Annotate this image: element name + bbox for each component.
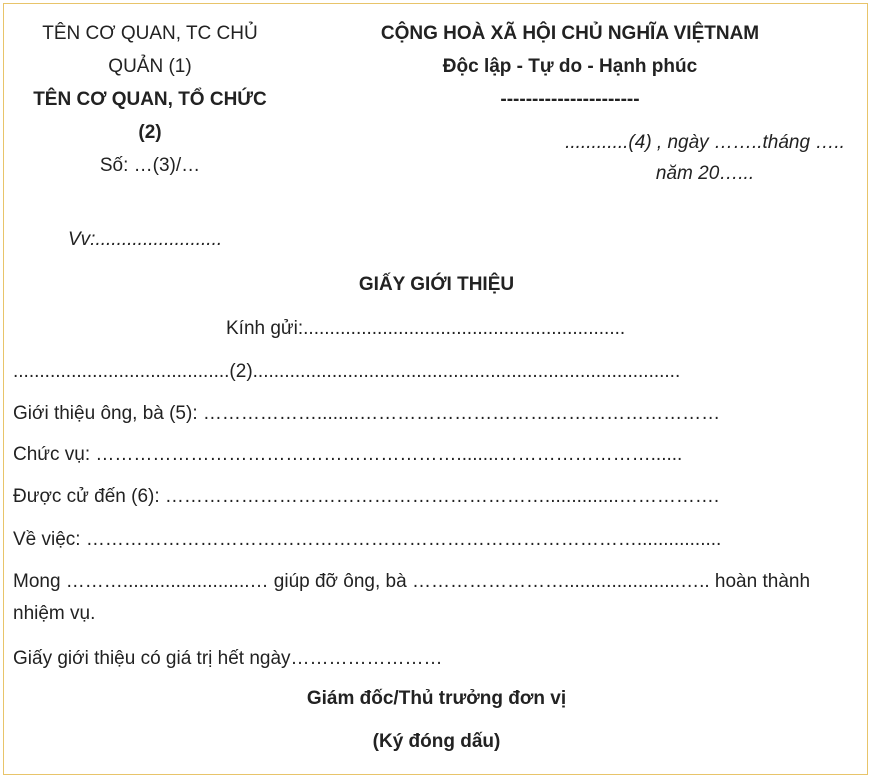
agency-name: TÊN CƠ QUAN, TỔ CHỨC bbox=[33, 89, 267, 110]
signature-title: Giám đốc/Thủ trưởng đơn vị bbox=[306, 688, 567, 709]
introduce-person-field: Giới thiệu ông, bà (5): ………………........………………………………………………… bbox=[13, 403, 721, 424]
reference-line: Vv:........................ bbox=[68, 229, 223, 250]
organization-line: .........................................(2)................................................................................. bbox=[13, 361, 681, 382]
parent-agency-line1: TÊN CƠ QUAN, TC CHỦ bbox=[42, 23, 258, 44]
validity-line: Giấy giới thiệu có giá trị hết ngày…………………… bbox=[13, 648, 443, 669]
national-title: CỘNG HOÀ XÃ HỘI CHỦ NGHĨA VIỆTNAM bbox=[380, 23, 760, 44]
place-date-line1: ............(4) , ngày ……..tháng ….. bbox=[565, 132, 845, 153]
national-motto: Độc lập - Tự do - Hạnh phúc bbox=[442, 56, 698, 77]
agency-name-number: (2) bbox=[138, 122, 162, 143]
header-separator: ---------------------- bbox=[500, 89, 640, 110]
recipient-line: Kính gửi:............................................................. bbox=[226, 318, 626, 339]
parent-agency-line2: QUẢN (1) bbox=[108, 56, 192, 77]
request-line1: Mong ………........................… giúp đỡ ông, bà ……………………......................….. hoàn thành bbox=[13, 571, 811, 592]
document-number: Số: …(3)/… bbox=[99, 155, 201, 176]
document-title: GIẤY GIỚI THIỆU bbox=[358, 274, 515, 295]
regarding-field: Về việc: ……………………………………………………………………………................ bbox=[13, 529, 722, 550]
signature-note: (Ký đóng dấu) bbox=[372, 731, 501, 752]
place-date-line2: năm 20…... bbox=[655, 163, 755, 184]
sent-to-field: Được cử đến (6): ……………………………………………………..............……………. bbox=[13, 486, 720, 507]
request-line2: nhiệm vụ. bbox=[13, 603, 96, 624]
position-field: Chức vụ: …………………………………………………........……………………...... bbox=[13, 444, 683, 465]
